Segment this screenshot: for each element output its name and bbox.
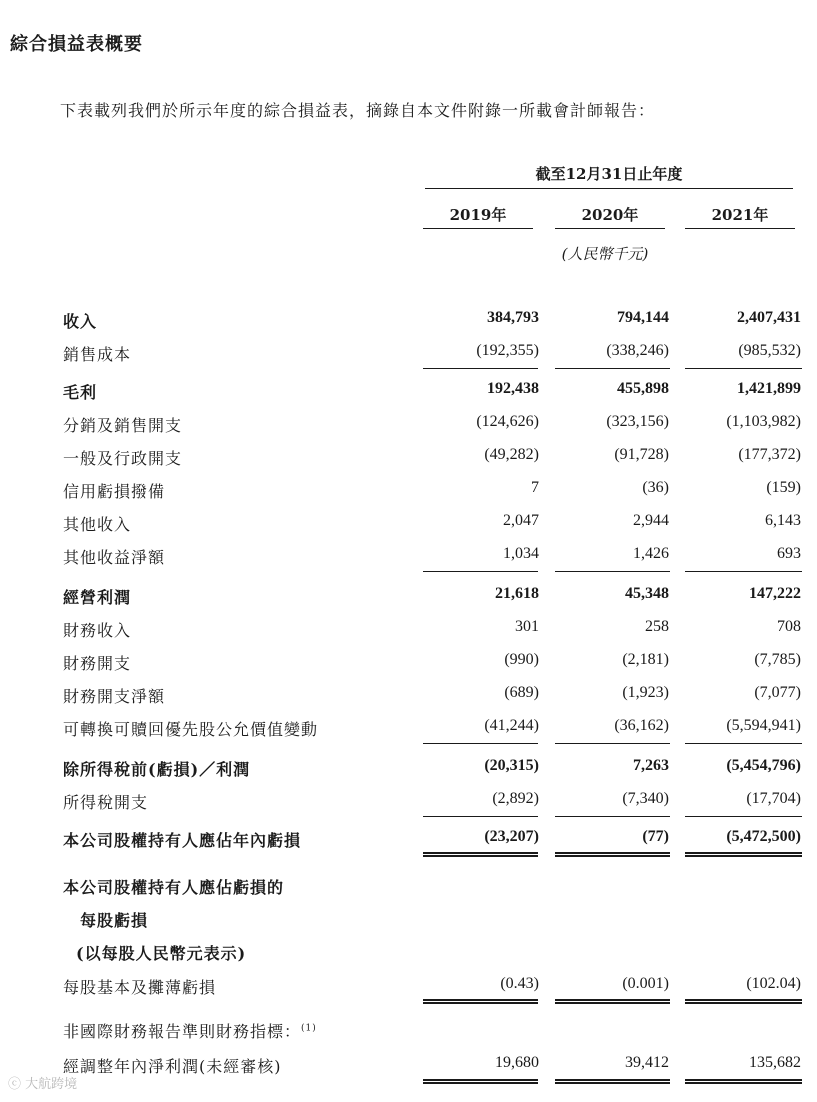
- cell-adjusted-net-2021: 135,682: [749, 1054, 801, 1071]
- cell-pretax-2020: 7,263: [633, 757, 669, 774]
- double-underline: [685, 1079, 802, 1084]
- cell-fair-value-change-2019: (41,244): [484, 717, 539, 734]
- cell-revenue-2020: 794,144: [617, 309, 669, 326]
- cell-pretax-2021: (5,454,796): [726, 757, 801, 774]
- cell-adjusted-net-2019: 19,680: [495, 1054, 539, 1071]
- cell-finance-costs-2020: (2,181): [622, 651, 669, 668]
- double-underline: [423, 1079, 538, 1084]
- row-label-eps: 每股基本及攤薄虧損: [63, 978, 217, 997]
- subtotal-line: [685, 571, 802, 572]
- cell-net-finance-costs-2021: (7,077): [754, 684, 801, 701]
- year-2020-header: 2020年: [581, 206, 639, 224]
- cell-loss-attributable-2019: (23,207): [484, 828, 539, 845]
- watermark-logo-icon: ⓒ: [8, 1077, 26, 1092]
- row-label-cost-of-sales: 銷售成本: [63, 345, 132, 364]
- cell-other-gains-2021: 693: [777, 545, 801, 562]
- row-label-adjusted-net: 經調整年內淨利潤(未經審核): [63, 1057, 282, 1076]
- year-2021-header: 2021年: [711, 206, 769, 224]
- subtotal-line: [423, 571, 538, 572]
- row-label-pretax: 除所得稅前(虧損)／利潤: [63, 760, 251, 779]
- row-label-other-gains: 其他收益淨額: [63, 548, 166, 567]
- cell-cost-of-sales-2020: (338,246): [606, 342, 669, 359]
- non-ifrs-heading-label: 非國際財務報告準則財務指標：: [63, 1022, 302, 1041]
- eps-heading-line1: 本公司股權持有人應佔虧損的: [63, 878, 285, 897]
- cell-gross-profit-2021: 1,421,899: [737, 380, 801, 397]
- year-2019-underline: [423, 228, 533, 229]
- cell-finance-income-2021: 708: [777, 618, 801, 635]
- cell-other-income-2019: 2,047: [503, 512, 539, 529]
- cell-selling-expenses-2021: (1,103,982): [726, 413, 801, 430]
- row-label-finance-costs: 財務開支: [63, 654, 132, 673]
- cell-finance-income-2019: 301: [515, 618, 539, 635]
- cell-selling-expenses-2020: (323,156): [606, 413, 669, 430]
- row-label-finance-income: 財務收入: [63, 621, 132, 640]
- row-label-revenue: 收入: [63, 312, 98, 331]
- cell-cost-of-sales-2021: (985,532): [738, 342, 801, 359]
- subtotal-line: [423, 743, 538, 744]
- period-underline: [425, 188, 793, 189]
- subtotal-line: [685, 816, 802, 817]
- cell-net-finance-costs-2019: (689): [504, 684, 539, 701]
- row-label-loss-attributable: 本公司股權持有人應佔年內虧損: [63, 831, 302, 850]
- page-title: 綜合損益表概要: [10, 34, 143, 55]
- period-header: 截至12月31日止年度: [535, 165, 683, 183]
- row-label-gross-profit: 毛利: [63, 383, 98, 402]
- cell-finance-costs-2019: (990): [504, 651, 539, 668]
- row-label-credit-loss: 信用虧損撥備: [63, 482, 166, 501]
- double-underline: [423, 999, 538, 1004]
- cell-income-tax-2019: (2,892): [492, 790, 539, 807]
- eps-heading-line3: (以每股人民幣元表示): [76, 944, 247, 963]
- row-label-admin-expenses: 一般及行政開支: [63, 449, 183, 468]
- cell-loss-attributable-2020: (77): [642, 828, 669, 845]
- row-label-fair-value-change: 可轉換可贖回優先股公允價值變動: [63, 720, 319, 739]
- cell-selling-expenses-2019: (124,626): [476, 413, 539, 430]
- cell-operating-profit-2019: 21,618: [495, 585, 539, 602]
- cell-income-tax-2021: (17,704): [746, 790, 801, 807]
- cell-eps-2021: (102.04): [746, 975, 801, 992]
- subtotal-line: [685, 368, 802, 369]
- intro-text: 下表載列我們於所示年度的綜合損益表，摘錄自本文件附錄一所載會計師報告：: [60, 101, 656, 120]
- subtotal-line: [555, 816, 670, 817]
- watermark-text: 大航跨境: [25, 1077, 78, 1092]
- row-label-net-finance-costs: 財務開支淨額: [63, 687, 166, 706]
- cell-other-gains-2020: 1,426: [633, 545, 669, 562]
- cell-fair-value-change-2020: (36,162): [614, 717, 669, 734]
- cell-cost-of-sales-2019: (192,355): [476, 342, 539, 359]
- double-underline: [555, 999, 670, 1004]
- cell-eps-2019: (0.43): [500, 975, 539, 992]
- subtotal-line: [423, 368, 538, 369]
- cell-admin-expenses-2021: (177,372): [738, 446, 801, 463]
- cell-net-finance-costs-2020: (1,923): [622, 684, 669, 701]
- cell-finance-income-2020: 258: [645, 618, 669, 635]
- year-2021-underline: [685, 228, 795, 229]
- cell-finance-costs-2021: (7,785): [754, 651, 801, 668]
- year-2020-underline: [555, 228, 665, 229]
- cell-gross-profit-2020: 455,898: [617, 380, 669, 397]
- cell-admin-expenses-2020: (91,728): [614, 446, 669, 463]
- unit-label: (人民幣千元): [561, 245, 649, 263]
- row-label-selling-expenses: 分銷及銷售開支: [63, 416, 183, 435]
- subtotal-line: [555, 368, 670, 369]
- cell-eps-2020: (0.001): [622, 975, 669, 992]
- non-ifrs-heading: [63, 1019, 317, 1042]
- double-underline: [555, 1079, 670, 1084]
- cell-fair-value-change-2021: (5,594,941): [726, 717, 801, 734]
- subtotal-line: [555, 743, 670, 744]
- double-underline: [685, 999, 802, 1004]
- subtotal-line: [555, 571, 670, 572]
- cell-credit-loss-2020: (36): [642, 479, 669, 496]
- cell-credit-loss-2019: 7: [531, 479, 539, 496]
- cell-pretax-2019: (20,315): [484, 757, 539, 774]
- cell-adjusted-net-2020: 39,412: [625, 1054, 669, 1071]
- cell-other-income-2021: 6,143: [765, 512, 801, 529]
- cell-admin-expenses-2019: (49,282): [484, 446, 539, 463]
- cell-income-tax-2020: (7,340): [622, 790, 669, 807]
- watermark: [8, 1073, 77, 1092]
- double-underline: [555, 852, 670, 857]
- cell-gross-profit-2019: 192,438: [487, 380, 539, 397]
- cell-revenue-2019: 384,793: [487, 309, 539, 326]
- eps-heading-line2: 每股虧損: [80, 911, 149, 930]
- cell-operating-profit-2020: 45,348: [625, 585, 669, 602]
- row-label-other-income: 其他收入: [63, 515, 132, 534]
- double-underline: [685, 852, 802, 857]
- double-underline: [423, 852, 538, 857]
- cell-loss-attributable-2021: (5,472,500): [726, 828, 801, 845]
- row-label-income-tax: 所得稅開支: [63, 793, 149, 812]
- cell-other-gains-2019: 1,034: [503, 545, 539, 562]
- subtotal-line: [685, 743, 802, 744]
- cell-operating-profit-2021: 147,222: [749, 585, 801, 602]
- cell-other-income-2020: 2,944: [633, 512, 669, 529]
- row-label-operating-profit: 經營利潤: [63, 588, 132, 607]
- footnote-marker: (1): [301, 1023, 317, 1034]
- cell-revenue-2021: 2,407,431: [737, 309, 801, 326]
- subtotal-line: [423, 816, 538, 817]
- cell-credit-loss-2021: (159): [766, 479, 801, 496]
- year-2019-header: 2019年: [449, 206, 507, 224]
